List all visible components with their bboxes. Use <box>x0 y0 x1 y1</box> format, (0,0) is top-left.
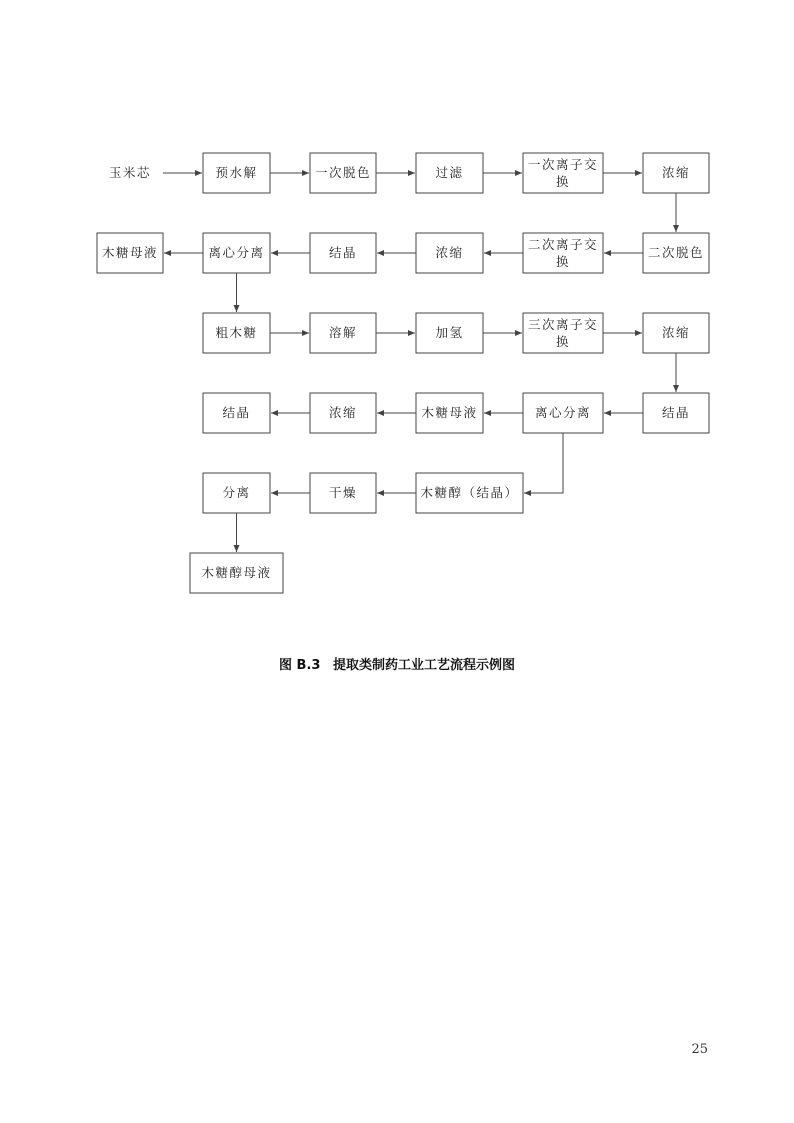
page-number: 25 <box>691 1042 708 1057</box>
node-ionex1-label-line2: 换 <box>555 174 571 189</box>
node-conc2-label: 浓缩 <box>435 245 464 260</box>
node-prehydrolysis-label: 预水解 <box>215 165 258 180</box>
node-crude-xylose-label: 粗木糖 <box>215 325 258 340</box>
figure-number: 图 B.3 <box>279 658 321 673</box>
node-hydrogenate <box>416 313 483 353</box>
node-dissolve <box>310 313 376 353</box>
node-hydrogenate-label: 加氢 <box>435 325 464 340</box>
node-conc1 <box>643 153 709 193</box>
node-ionex2-label-line2: 换 <box>555 254 571 269</box>
arrow-centri2-to-xylitol-cryst <box>524 433 563 493</box>
node-centri2 <box>523 393 603 433</box>
node-dry-label: 干燥 <box>328 485 358 500</box>
node-decolor1 <box>310 153 376 193</box>
node-xylitol-cryst <box>416 473 523 513</box>
node-ionex3-label-line2: 换 <box>555 334 571 349</box>
node-cryst3 <box>203 393 270 433</box>
node-ionex3 <box>523 313 603 353</box>
node-conc4 <box>310 393 376 433</box>
node-conc2 <box>416 233 483 273</box>
node-xylitol-cryst-label: 木糖醇（结晶） <box>420 485 519 500</box>
node-filter-label: 过滤 <box>435 165 464 180</box>
node-conc4-label: 浓缩 <box>328 405 358 420</box>
node-decolor2 <box>643 233 709 273</box>
node-dissolve-label: 溶解 <box>328 325 358 340</box>
figure-title: 提取类制药工业工艺流程示例图 <box>332 658 515 673</box>
node-cryst1 <box>310 233 376 273</box>
node-separate-label: 分离 <box>222 485 251 500</box>
node-decolor1-label: 一次脱色 <box>314 165 372 180</box>
node-cryst1-label: 结晶 <box>328 245 358 260</box>
node-centri1 <box>203 233 270 273</box>
figure-caption <box>0 654 794 673</box>
node-xylose-mother-label: 木糖母液 <box>101 245 159 260</box>
node-crude-xylose <box>203 313 270 353</box>
node-prehydrolysis <box>203 153 270 193</box>
node-xylose-mother2-label: 木糖母液 <box>421 405 478 420</box>
node-conc1-label: 浓缩 <box>661 165 691 180</box>
node-ionex1 <box>523 153 603 193</box>
node-dry <box>310 473 376 513</box>
node-ionex2 <box>523 233 603 273</box>
node-xylose-mother <box>97 233 163 273</box>
node-start-label: 玉米芯 <box>108 165 152 180</box>
node-centri2-label: 离心分离 <box>534 405 592 420</box>
node-conc3-label: 浓缩 <box>661 325 691 340</box>
node-filter <box>416 153 483 193</box>
node-conc3 <box>643 313 709 353</box>
node-separate <box>203 473 270 513</box>
node-xylose-mother2 <box>416 393 483 433</box>
node-ionex1-label-line1: 一次离子交 <box>527 157 599 172</box>
node-centri1-label: 离心分离 <box>208 245 265 260</box>
node-cryst2 <box>643 393 709 433</box>
node-ionex2-label-line1: 二次离子交 <box>527 237 599 252</box>
node-xylitol-mother-label: 木糖醇母液 <box>201 565 272 580</box>
node-xylitol-mother <box>190 553 283 593</box>
node-start <box>109 165 151 180</box>
node-cryst2-label: 结晶 <box>661 405 691 420</box>
node-cryst3-label: 结晶 <box>222 405 251 420</box>
node-ionex3-label-line1: 三次离子交 <box>527 317 599 332</box>
node-decolor2-label: 二次脱色 <box>647 245 705 260</box>
